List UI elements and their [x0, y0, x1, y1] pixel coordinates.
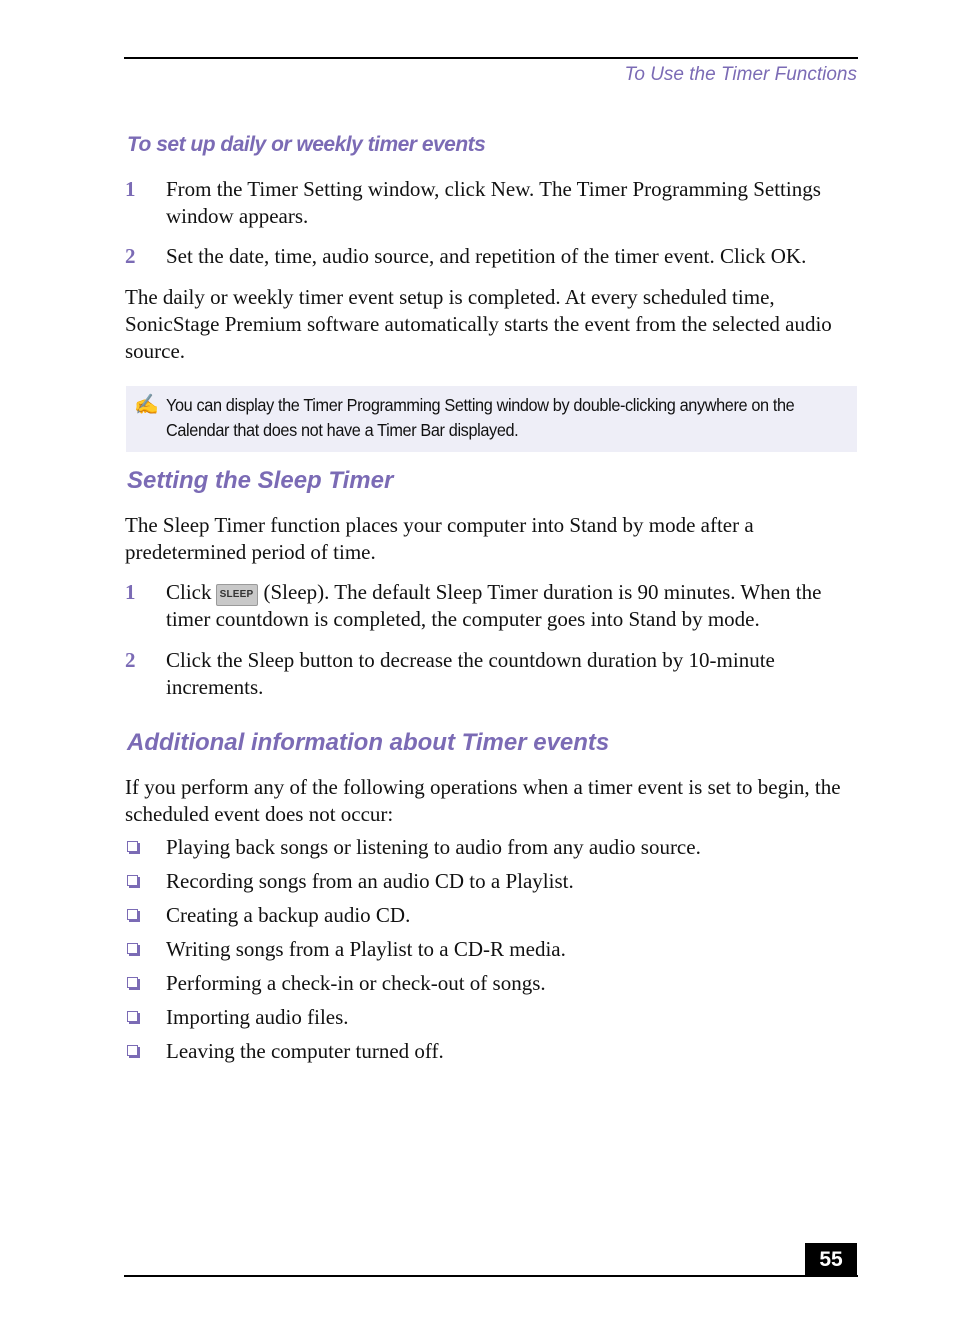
- note-box: [126, 386, 857, 452]
- step-text: Set the date, time, audio source, and repetition of the timer event. Click OK.: [166, 244, 807, 268]
- checkbox-bullet-icon: [127, 909, 138, 920]
- additional-intro-paragraph: If you perform any of the following operations when a timer event is set to begin, the scheduled event does not occur:: [125, 775, 841, 826]
- bottom-rule: [124, 1275, 858, 1277]
- checkbox-bullet-icon: [127, 875, 138, 886]
- step-text: From the Timer Setting window, click New. The Timer Programming Settings window appears.: [166, 177, 821, 228]
- daily-summary-paragraph: The daily or weekly timer event setup is completed. At every scheduled time, SonicStage Premium software automatically starts the event from the selected audio source.: [125, 285, 832, 363]
- list-item: Importing audio files.: [125, 1002, 860, 1036]
- running-head: To Use the Timer Functions: [624, 64, 857, 85]
- top-rule: [124, 57, 858, 59]
- note-pencil-icon: ✍: [134, 394, 159, 416]
- sleep-intro-paragraph: The Sleep Timer function places your computer into Stand by mode after a predetermined period of time.: [125, 513, 754, 564]
- step-number: 2: [125, 648, 136, 672]
- step-2-sleep: [125, 647, 860, 701]
- step-2-daily: [125, 243, 860, 270]
- checkbox-bullet-icon: [127, 841, 138, 852]
- heading-daily-weekly: To set up daily or weekly timer events: [127, 133, 486, 156]
- heading-additional-info: Additional information about Timer events: [127, 729, 610, 756]
- step-1-sleep: [125, 579, 860, 633]
- checkbox-bullet-icon: [127, 977, 138, 988]
- sleep-step-text: (Sleep). The default Sleep Timer duration is 90 minutes. When the timer countdown is completed, the computer goes into Stand by mode.: [166, 580, 822, 631]
- list-item: Performing a check-in or check-out of songs.: [125, 968, 860, 1002]
- step-number: 2: [125, 244, 136, 268]
- click-word: Click: [166, 580, 212, 604]
- note-text: You can display the Timer Programming Setting window by double-clicking anywhere on the Calendar that does not have a Timer Bar displayed.: [166, 395, 795, 440]
- step-text: [166, 579, 860, 633]
- step-1-daily: [125, 176, 860, 230]
- checkbox-bullet-icon: [127, 943, 138, 954]
- heading-sleep-timer: Setting the Sleep Timer: [127, 467, 394, 494]
- page-number: 55: [805, 1243, 857, 1276]
- checkbox-bullet-icon: [127, 1045, 138, 1056]
- list-item: Writing songs from a Playlist to a CD-R media.: [125, 934, 860, 968]
- list-item: Recording songs from an audio CD to a Playlist.: [125, 866, 860, 900]
- list-item: Leaving the computer turned off.: [125, 1036, 860, 1070]
- list-item: Creating a backup audio CD.: [125, 900, 860, 934]
- sleep-button[interactable]: SLEEP: [216, 584, 258, 606]
- checkbox-bullet-icon: [127, 1011, 138, 1022]
- step-text: Click the Sleep button to decrease the countdown duration by 10-minute increments.: [166, 648, 775, 699]
- list-item: Playing back songs or listening to audio from any audio source.: [125, 832, 860, 866]
- step-number: 1: [125, 177, 136, 201]
- step-number: 1: [125, 580, 136, 604]
- operations-list: [125, 832, 860, 1070]
